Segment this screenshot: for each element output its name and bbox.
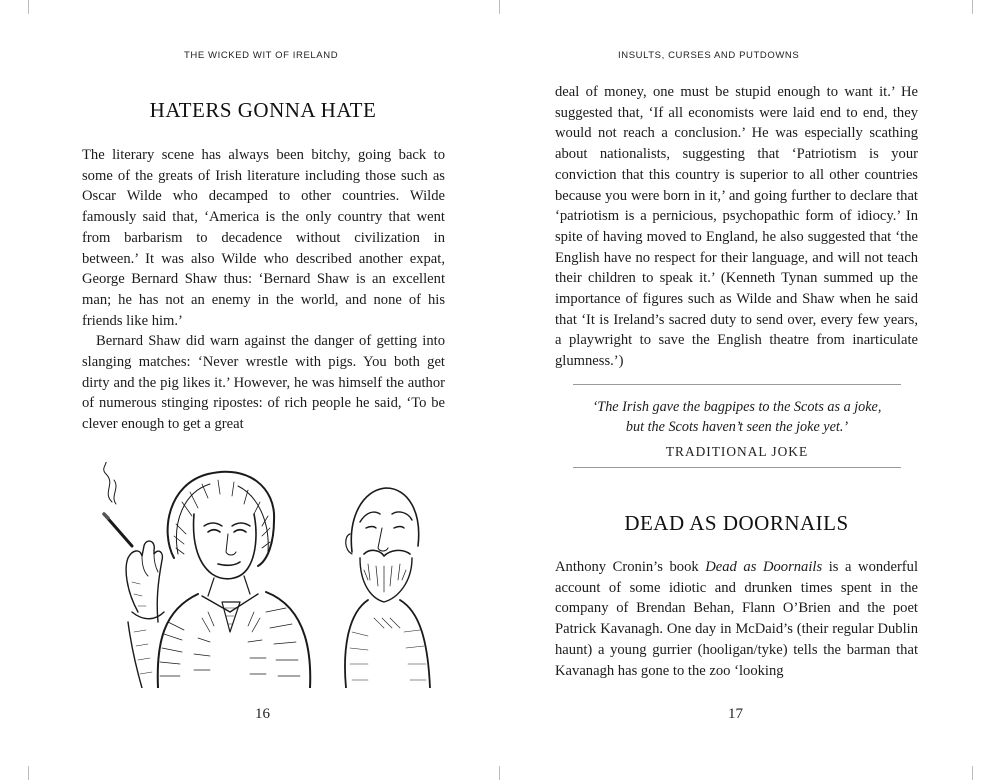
paragraph: deal of money, one must be stupid enough to want it.’ He suggested that, ‘If all economists were laid end to end, they would not reach a conclusion.’ He was especially scathing about nationalists, suggesting that ‘Patriotism is your conviction that this country is superior to all other countries because you were born in it,’ and going further to declare that ‘patriotism is a pernicious, psychopathic form of idiocy.’ In spite of having moved to England, he also suggested that ‘the English have no respect for their language, and will not teach their children to speak it.’ (Kenneth Tynan summed up the importance of figures such as Wilde and Shaw when he said that ‘It is Ireland’s sacred duty to send over, every few years, a playwright to save the English theatre from inarticulate glumness.’) bbox=[555, 84, 918, 370]
body-text bbox=[82, 145, 445, 435]
paragraph bbox=[555, 557, 918, 681]
text-run: Anthony Cronin’s book bbox=[555, 559, 706, 575]
quote-line: ‘The Irish gave the bagpipes to the Scots as a joke, bbox=[592, 399, 882, 415]
quote-line: but the Scots haven’t seen the joke yet.’ bbox=[625, 419, 849, 435]
cigarette-smoke bbox=[104, 462, 116, 504]
paragraph: The literary scene has always been bitchy, going back to some of the greats of Irish literature including those such as Oscar Wilde who decamped to other countries. Wilde famously said that, ‘America is the only country that went from barbarism to decadence without civilization in between.’ It was also Wilde who described another expat, George Bernard Shaw thus: ‘Bernard Shaw is an excellent man; he has not an enemy in the world, and none of his friends like him.’ bbox=[82, 147, 445, 329]
body-text bbox=[555, 557, 918, 681]
pull-quote bbox=[573, 384, 901, 468]
quote-attribution: TRADITIONAL JOKE bbox=[665, 444, 809, 459]
book-title: Dead as Doornails bbox=[705, 559, 823, 575]
shaw-figure bbox=[345, 488, 430, 688]
section-title: DEAD AS DOORNAILS bbox=[624, 511, 849, 535]
oscar-wilde-figure bbox=[104, 472, 310, 688]
running-head: INSULTS, CURSES AND PUTDOWNS bbox=[618, 50, 800, 61]
text-run: is a wonderful account of some idiotic and drunken times spent in the company of Brendan Behan, Flann O’Brien and the poet Patrick Kavanagh. One day in McDaid’s (their regular Dublin haunt) a young gurrier (hooligan/tyke) tells the barman that Kavanagh has gone to the zoo ‘looking bbox=[555, 559, 919, 679]
page-number: 17 bbox=[728, 706, 743, 722]
body-text bbox=[555, 82, 918, 372]
paragraph: Bernard Shaw did warn against the danger of getting into slanging matches: ‘Never wrestle with pigs. You both get dirty and the pig likes it.’ However, he was himself the author of numerous stinging ripostes: of rich people he said, ‘To be clever enough to get a great bbox=[82, 333, 445, 433]
running-head: THE WICKED WIT OF IRELAND bbox=[184, 50, 339, 61]
quote-text bbox=[573, 397, 901, 437]
right-page bbox=[500, 0, 1000, 780]
section-title: HATERS GONNA HATE bbox=[149, 98, 377, 122]
page-number: 16 bbox=[255, 706, 270, 722]
wilde-and-shaw-illustration bbox=[98, 462, 438, 688]
